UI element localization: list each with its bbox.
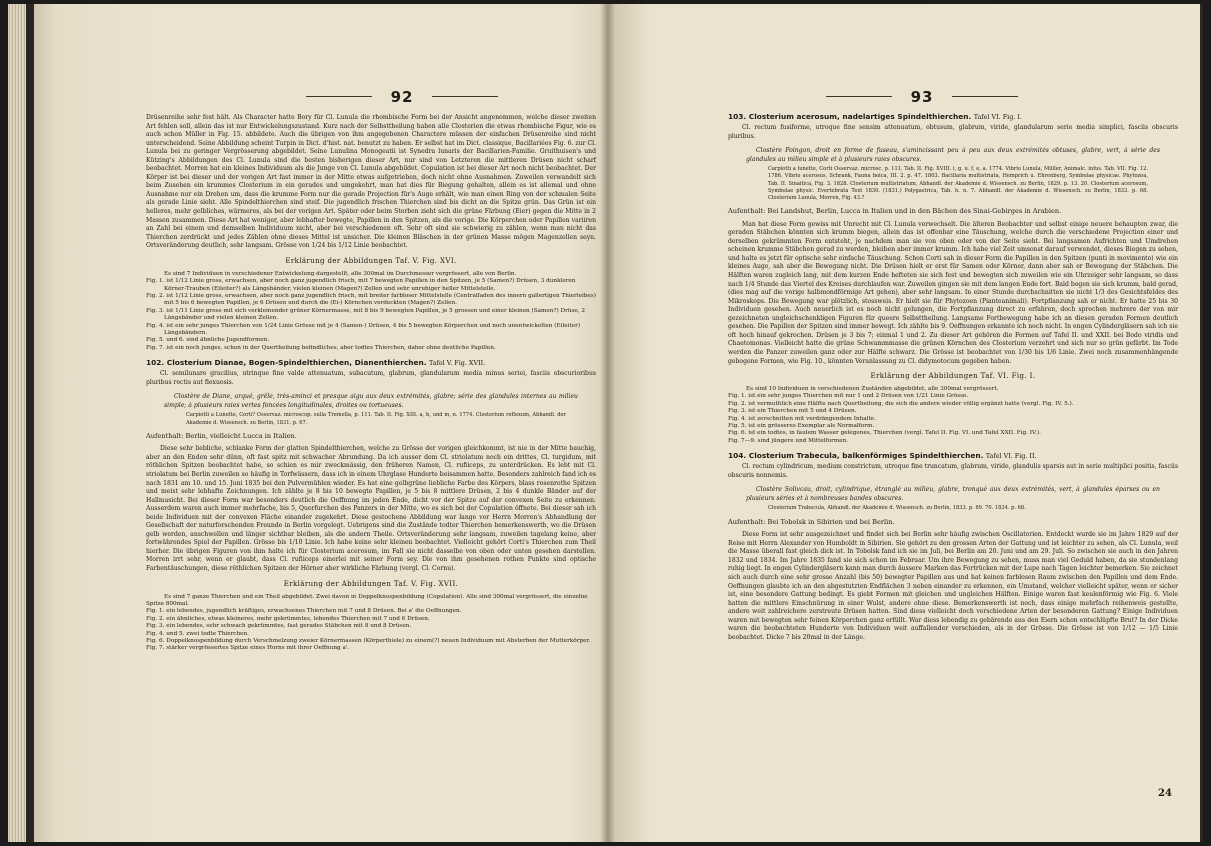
book-gutter bbox=[600, 4, 616, 842]
entry-102-references: Carpiotti a Lunette, Corti? Osservaz. microscop. sulla Tremella, p. 111. Tab. II. Fig. XIII. a, b, und m, n. 1774. Closterium reflexum, Abhandl. der Akademie d. Wissensch. zu Berlin, 1831. p. 67. bbox=[186, 412, 566, 426]
entry-102-heading: 102. Closterium Dianae, Bogen-Spindelthierchen, Dianenthierchen. bbox=[146, 358, 427, 368]
entry-102-habitat: Aufenthalt: Berlin, vielleicht Lucca in Italien. bbox=[146, 431, 297, 440]
page-edge-stack bbox=[8, 4, 26, 842]
page-number: 92 bbox=[390, 88, 414, 106]
figure-intro: Es sind 10 Individuen in verschiedenen Zuständen abgebildet, alle 300mal vergrössert. bbox=[746, 386, 999, 393]
page-number: 93 bbox=[910, 88, 934, 106]
figure-item: Fig. 7—9. sind jüngere und Mittelformen. bbox=[728, 437, 849, 444]
right-page bbox=[616, 4, 1200, 842]
figure-item: Fig. 6. Doppelknospenbildung durch Verschmelzung zweier Körnermassen (Körperthiele) zu einem(?) neuen Individuum mit Absterben der Mutterkörper. bbox=[146, 638, 591, 644]
figure-caption-vi-i: Erklärung der Abbildungen Taf. VI. Fig. I. bbox=[870, 372, 1036, 381]
entry-103-heading: 103. Closterium acerosum, nadelartiges Spindelthierchen. bbox=[728, 112, 972, 121]
entry-104-description: Diese Form ist sehr ausgezeichnet und findet sich bei Berlin sehr häufig zwischen Oscillatorien. Entdeckt wurde sie im Jahre 1829 auf der Reise mit Herrn Alexander von Humboldt in Sibirien. Sie gehört zu den grossen Arten der Gattung und ist leichter zu sehen, als Cl. Lunula, weil die Masse überall fast gleich dick ist. In Tobolsk fand ich sie im Juli, bei Berlin am 20. Juni und am 29. Juli. So zwischen sie auch in den Jahren 1832 und 1834. Im Jahre 1835 fand sie sich schon im Februar. Um ihre Bewegung zu sehen, muss man viel Geduld haben, da sie stundenlang ruhig liegt. In engen Cylindergläsern kann man durch äussere Marken das Fortrücken mit der Lupe nach Tagen leichter bemerken. Sie zeichnet sich auch durch eine sehr grosse Anzahl (bis 50) bewegter Papillen aus und hat keinen farblosen Raum zwischen den Papillen und dem Ende. Oeffnungen glaubte ich an den abgestutzten Endflächen 3 neben einander zu erkennen, ein Umstand, welcher vielleicht später, wenn er sicher ist, eine besondere Gattung bedingt. Es giebt Formen mit gleichen und ungleichen Hälften. Einige waren fast keulenförmig wie Fig. 6. Viele hatten die mittlere Einschnürung in einer Wulst, andere ohne diese. Bemerkenswerth ist noch, dass einige mehrfach reihenweis gestellte, andere weit zahlreichere zerstreute Drüsen hatten. Sind diess vielleicht doch verschiedene Arten der besonderen Gattung? Einige Individuen waren mit bewegten sehr feinen Körperchen ganz erfüllt. War diess lebendig zu gebärende aus den Eiern schon entschlüpfte Brut? In der Dicke waren die beobachteten Hunderte von Individuen weit auffallender verschieden, als in der Grösse. Die Grösse ist von 1/12 — 1/5 Linie beobachtet. Dicke 7 bis 20mal in der Länge. bbox=[728, 531, 1178, 641]
figure-item: Fig. 1. ist ein sehr junges Thierchen mit nur 1 und 2 Drüsen von 1/21 Linie Grösse. bbox=[728, 393, 969, 400]
figure-caption-xvii: Erklärung der Abbildungen Taf. V. Fig. XVII. bbox=[283, 579, 459, 588]
entry-104-habitat: Aufenthalt: Bei Tobolsk in Sibirien und bei Berlin. bbox=[728, 517, 895, 526]
figure-caption-xvi: Erklärung der Abbildungen Taf. V. Fig. XVI. bbox=[285, 256, 457, 265]
figure-item: Fig. 2. ist 1/12 Linie gross, erwachsen, aber noch ganz jugendlich frisch, mit breiter farbloser Mittelstelle (Centralfaden des innern gallertigen Thierleibes) mit 5 bis 6 bewegten Papillen, je 6 Drüsen und durch die (Ei-) Körnchen verdeckten (Magen?) Zellen. bbox=[146, 292, 596, 307]
figure-item: Fig. 5. und 6. sind ähnliche Jugendformen. bbox=[146, 337, 270, 344]
right-column bbox=[728, 112, 1178, 642]
figure-item: Fig. 4. und 5. zwei todte Thierchen. bbox=[146, 630, 249, 637]
figure-item: Fig. 3. ist ein Thierchen mit 5 und 4 Drüsen. bbox=[728, 408, 857, 415]
entry-103-latin: Cl. rectum fusiforme, utroque fine sensim attenuatum, obtusum, glabrum, viride, glandularum serie media simplici, fasciis obscuris pluribus. bbox=[728, 124, 1178, 140]
figure-item: Fig. 3. ist 1/11 Linie gross mit sich verkleinender grüner Körnermasse, mit 8 bis 9 bewegten Papillen, je 5 grossen und einer kleinen (Samen?) Drüse, 2 Längsbänder und vielen kleinen Zellen. bbox=[146, 307, 585, 322]
figure-item: Fig. 2. ist vermuthlich eine Hälfte nach Quertheilung, die sich die andere wieder völlig ergänzt hatte (vergl. Fig. IV. 5.). bbox=[728, 400, 1074, 407]
entry-102-heading-row bbox=[146, 358, 596, 368]
figure-item: Fig. 5. ist ein grösseres Exemplar als Normalform. bbox=[728, 423, 875, 430]
figure-item: Fig. 2. ein ähnliches, etwas kleineres, mehr gekrümmtes, lebendes Thierchen mit 7 und 6 Drüsen. bbox=[146, 615, 430, 622]
right-page-header bbox=[616, 88, 1200, 106]
figure-item: Fig. 4. ist zerschnitten mit verdrängendem Inhalte. bbox=[728, 415, 876, 422]
entry-103-references: Carpiotti a lunette, Corti Osservaz. microsc. p. 111. Tab. II. Fig. XVIII. i, g. u. f, e, a. 1774. Vibrio Lunula, Müller, Animalc. infus. Tab. VII. Fig. 12. 1786. Vibrio acerosus, Schrank, Fauna boica, III. 2. p. 47. 1803. Bacillaria multistriata, Hemprich u. Ehrenberg, Symbolae physicae. Phytozoa, Tab. II. Sinaitica, Fig. 3. 1828. Closterium multistriatum, Abhandl. der Akademie d. Wissensch. zu Berlin, 1829. p. 13. 20. Closterium acerosum, Symbolae physic. Evertebrata Text 1830. (1831.) Polygastrica, Tab. h. n. 7. Abhandl. der Akademie d. Wissensch. zu Berlin, 1833. p. 68. Closterium Lunula, Morren, Fig. 43.? bbox=[768, 166, 1148, 201]
entry-103-habitat: Aufenthalt: Bei Landshut, Berlin, Lucca in Italien und in den Bächen des Sinai-Gebirges in Arabien. bbox=[728, 207, 1062, 216]
figure-item: Fig. 6. ist ein todtes, in faulem Wasser gelegenes, Thierchen (vergl. Tafel II. Fig. VI. und Tafel XXII. Fig. IV.). bbox=[728, 430, 1041, 437]
header-rule-right bbox=[952, 96, 1018, 97]
header-rule-left bbox=[306, 96, 372, 97]
figure-item: Fig. 1. ist 1/12 Linie gross, erwachsen, aber noch ganz jugendlich frisch, mit 7 bewegten Papillen in den Spitzen, je 5 (Samen?) Drüsen, 3 dunkleren Körner-Trauben (Eileiter?) als Längsbänder, vielen kleinen (Magen?) Zellen und sehr unruhiger heller Mittelstelle. bbox=[146, 278, 576, 292]
figure-item: Fig. 1. ein lebendes, jugendlich kräftiges, erwachsenes Thierchen mit 7 und 8 Drüsen. Bei a' die Oeffnungen. bbox=[146, 608, 462, 615]
entry-102-plate-ref: Tafel V. Fig. XVII. bbox=[428, 359, 486, 368]
entry-103-heading-row bbox=[728, 112, 1178, 122]
figure-intro: Es sind 7 ganze Thierchen und ein Theil abgebildet. Zwei davon in Doppelknospenbildung (Copulation). Alle sind 300mal vergrössert, die einzelne Spitze 800mal. bbox=[146, 593, 588, 607]
entry-103-french: Clostère Poingon, droit en forme de fuseau, s'amincissant peu à peu aux deux extrémités obtuses, glabre, vert, à série des glandules au milieu simple et à plusieurs raies obscures. bbox=[746, 147, 1160, 163]
entry-103-plate-ref: Tafel VI. Fig. I. bbox=[973, 113, 1022, 121]
figure-item: Fig. 3. ein lebendes, sehr schwach gekrümmtes, fast gerades Stäbchen mit 8 und 8 Drüsen. bbox=[146, 623, 412, 630]
entry-104-latin: Cl. rectum cylindricum, medium constrictum, utroque fine truncatum, glabrum, viride, glandulis sparsis aut in serie multiplici positis, fasciis obscuris nonnemis. bbox=[728, 463, 1178, 479]
intro-paragraph: Drüsenreihe sehr fest hält. Als Character hatte Bory für Cl. Lunula die rhombische Form bei der Ansicht angenommen, welche dieser zweiten Art fehlen soll, allein das ist nur Entwickelungszustand. Kurz nach der Selbsttheilung haben alle Closterien die etwas rhombische Figur, wie es auch schon Müller in Fig. 15. abbildete. Auch die übrigen von ihm angegebenen Charactere müssen der einfachen Drüsenreihe sind nicht unterscheidend. Seine Abbildung scheint Turpin in Dict. d'hist. nat. benutzt zu haben. Er selbst hat im Dict. classique, Bacillariées Fig. 6. zur Cl. Lunula bei zu geringer Vergrösserung abgebildet. Seine Lunulina Monogeatii ist Synedra lunaris der Bacillarien-Familie. Gruithuisen's und Kützing's Abbildungen des Cl. Lunula sind die besten bisherigen dieser Art, nur sind von Letzteren die mittleren Drüsen nicht scharf beobachtet. Morren hat ein kleines Individuum als die Junge von Cl. Lunula abgebildet. Copulation ist bei dieser Art noch nicht beobachtet. Der Körper ist bei dieser und der vorigen Art fast immer in der Mitte etwas aufgetrieben, doch nicht ohne Ausnahmen. Zuweilen verwandelt sich beim Zusehen ein krummes Closterium in ein gerades und umgekehrt, man hat dies für Biegung gehalten, allein es ist allemal und ohne Ausnahme nur ein Drehen um, dass die krumme Form nur die gerade Projection für's Auge erhält, wie man einen Ring von der schmalen Seite als gerade Linie sieht. Alle Spindelthierchen sind steif. Die jugendlich frischen Thierchen sind bis dicht an die Spitze grün. Das Grün ist ein helleres, mehr gelbliches, wärmeres, als bei der vorigen Art. Später oder beim Sterben zieht sich die grüne Färbung (Eier) gegen die Mitte in 2 Massen zusammen. Diese Art hat weniger, aber lebhafter bewegte, Papillen in den Spitzen, als die vorige. Die Körperchen oder Papillen variiren an Zahl bei einem und demselben Individuum nicht, aber bei verschiedenen oft. Sehr oft sind sie schwierig zu zählen, wenn man nicht das Thierchen zerdrückt und jedes Zählen ohne dieses Mittel ist unsicher. Die kleinen Bläschen in der grünen Masse mögen Magenzellen seyn. Ortsveränderung deutlich, sehr langsam. Grösse von 1/24 bis 1/12 Linie beobachtet. bbox=[146, 114, 596, 250]
entry-102-latin: Cl. semilunare gracilius, utrinque fine valde attenuatum, subacutum, glabrum, glandularum media minus seriei, fasciis obscurioribus pluribus rectis aut flexuosis. bbox=[146, 370, 596, 386]
entry-104-heading: 104. Closterium Trabecula, balkenförmiges Spindelthierchen. bbox=[728, 451, 984, 461]
left-column bbox=[146, 114, 596, 653]
entry-102-french: Clostère de Diane, arqué, grêle, très-aminci et presque aigu aux deux extrémités, glabre; série des glandules internes au milieu simple; à plusieurs raies vertes foncées longitudinales, droites ou tortueuses. bbox=[164, 393, 578, 409]
entry-104-heading-row bbox=[728, 451, 1178, 461]
figure-item: Fig. 4. ist ein sehr junges Thierchen von 1/24 Linie Grösse mit je 4 (Samen-) Drüsen, 4 bis 5 bewegten Körperchen und noch unentwickelten (Eileiter) Längsbändern. bbox=[146, 322, 581, 336]
signature-mark: 24 bbox=[1158, 788, 1172, 799]
entry-102-description: Diese sehr liebliche, schlanke Form der glatten Spindelthierchen, welche zu Grösse der vorigen gleichkommt, ist nie in der Mitte bauchig, aber an den Enden sehr dünn, oft fast spitz mit schwacher Abrundung. Da ich ausser dem Cl. striolatum noch ein drittes, Cl. turgidum, mit röthlichen Spitzen beobachtet habe, so schien es mir zweckmässig, den früheren Namen, Cl. rufiiceps, zu unterdrücken. Es lebt mit Cl. striolatum bei Berlin zuweilen so häufig in Torfwässern, dass ich in einem Uhrglase Hunderte beisammen hatte. Besonders zahlreich fand ich es nach 1831 am 10. und 15. Juni 1835 bei den Pulvermühlen wieder. Es hat eine gelbgrüne liebliche Farbe des Körpers, blass rosenrothe Spitzen und meist sehr lebhafte Zeichnungen. Ich zählte je 8 bis 10 bewegte Papillen, je 5 bis 8 mittlere Drüsen, 2 bis 4 dunkle Bänder auf der Hallmasicht. Bei dieser Form war besonders deutlich die Oeffnung im jeden Ende, dicht vor der Spitze auf der convexen Seite zu erkennen. Ausserdem waren auch immer mehrfache, bis 5, Querfurchen des Panzers in der Mitte, wo es sich bei der Copulation öffnete. Bei dieser sah ich beide Individuen mit der convexen Fläche einander zugekehrt. Diese gestochene Abbildung war lange vor Herrn Morren's Abhandlung der Gesellschaft der naturforschenden Freunde in Berlin vorgelegt. Uebrigens sind die Zustände todter Thierchen bemerkenswerth, wo die Drüsen gelb werden, anschwellen und länger sichtbar bleiben, als die andern Theile. Ortsveränderung sehr langsam, zuweilen tagelang keine, aber fortwährendes Spiel der Papillen. Grösse bis 1/10 Linie. Ich habe keine sehr kleinen beobachtet. Vielleicht gehört Corti's Thierchen zum Theil hierher. Die übrigen Figuren von ihm halte ich für Closterium acerosum, im Fall sie nicht dasselbe von oben oder unten gesehen darstellen. Morren irrt sehr, wenn er glaubt, dass Cl. rufiiceps einerlei mit seiner Form sey. Die von ihm gesehenen rothen Punkte sind optische Farbentäuschungen, diese röthlichen Spitzen der Hörner aber wirkliche Färbung (vergl. Cl. Cornu). bbox=[146, 445, 596, 573]
header-rule-left bbox=[826, 96, 892, 97]
entry-103-description: Man hat diese Form gewiss mit Unrecht mit Cl. Lunula verwechselt. Die älteren Beobachter und selbst einige neuere behaupten zwar, die geraden Stäbchen könnten sich krumm biegen, allein das ist offenbar eine Täuschung, welche durch die verschiedene Projection einer und derselben gekrümmten Form entsteht, je nachdem man sie von oben oder von der Seite sieht. Bei langsamen Aufrichten und Umdrehen scheinen krumme Stäbchen gerad zu werden, bleiben aber immer krumm. Ich habe viel Zeit umsonst darauf verwendet, dieses Biegen zu sehen, und halte es jetzt für optische sehr einfache Täuschung. Schon Corti sah in dieser Form die Papillen in den Spitzen (punti in movimento) wie ein kleines Auge, sah aber die Bewegung nicht. Die Drüsen hielt er erst für Samen oder Körner, dann aber sah er Bewegung der Stäbchen. Die Hälften waren zugleich lang, mit dem kurzen Ende hefteten sie sich fest und bewegten sich zuweilen wie ein Uhrzeiger sehr langsam, so dass nach 1/4 Stunde das Viertel des Kreises durchlaufen war. Zuweilen gingen sie mit dem langen Ende fort. Bald bogen sie sich krumm, bald gerad, (dies mag auf die vorige halbmondförmige Art gehen), aber sehr langsam. In einer Stunde durchschnitten sie nicht 1/3 des Gesichtsfeldes des Mikroskops. Die Bewegung war plötzlich, stossweis. Er hielt sie für Phytozoen (Pianteanimali). Fortpflanzung sah er nicht. Er hatte 25 bis 30 Individuen gesehen. Auch neuerlich ist es noch nicht gelungen, die Fortpflanzung direct zu erfahren, doch sprechen mehrere der von mir gezeichneten ungleichschenkligen Figuren für queere Selbsttheilung. Langsame Fortbewegung habe ich an diesen geraden Formen deutlich gesehen. Die Papillen der Spitzen sind immer bewegt. Ich zählte bis 9. Oeffnungen erkannte ich noch nicht. In engen Cylindergläsern sah ich sie oft hoch hinauf gekrochen. Drüsen je 3 bis 7; einmal 1 und 2. Zu dieser Art gehören die Formen auf Tafel II. und XXII. bei Bodo viridis und Chaetomonas. Vielleicht hatte die grüne Schwammmasse die grünen Körnchen des Closterium verzehrt und sich nur so grün gefärbt. Im Tode werden die Panzer zuweilen ganz oder zur Hälfte schwarz. Die Grösse ist beobachtet von 1/30 bis 1/6 Linie. Zwei noch zusammenhängende gebogene Formen, wie Fig. 10., könnten Veranlassung zu Cl. didymotocum gegeben haben. bbox=[728, 220, 1178, 365]
left-page bbox=[34, 4, 616, 842]
left-page-header bbox=[34, 88, 616, 106]
entry-104-plate-ref: Tafel VI. Fig. II. bbox=[985, 452, 1037, 461]
entry-104-references: Closterium Trabecula, Abhandl. der Akademie d. Wissensch. zu Berlin, 1833. p. 69. 70. 1834. p. 68. bbox=[768, 505, 1026, 512]
entry-104-french: Clostère Solivcau, droit, cylindrique, étranglé au milieu, glabre, tronqué aux deux extrémités, vert, à glandules éparses ou en plusieurs séries et à nombreuses bandes obscures. bbox=[746, 486, 1160, 502]
header-rule-right bbox=[432, 96, 498, 97]
figure-item: Fig. 7. ist ein noch junges, schon in der Quertheilung befindliches, aber todtes Thierchen, daher ohne deutliche Papillen. bbox=[146, 344, 496, 351]
figure-intro: Es sind 7 Individuen in verschiedener Entwickelung dargestellt, alle 300mal im Durchmesser vergrössert, alle von Berlin. bbox=[164, 270, 517, 277]
figure-item: Fig. 7. stärker vergrössertes Spitze eines Horns mit ihrer Oeffnung a'. bbox=[146, 645, 350, 652]
